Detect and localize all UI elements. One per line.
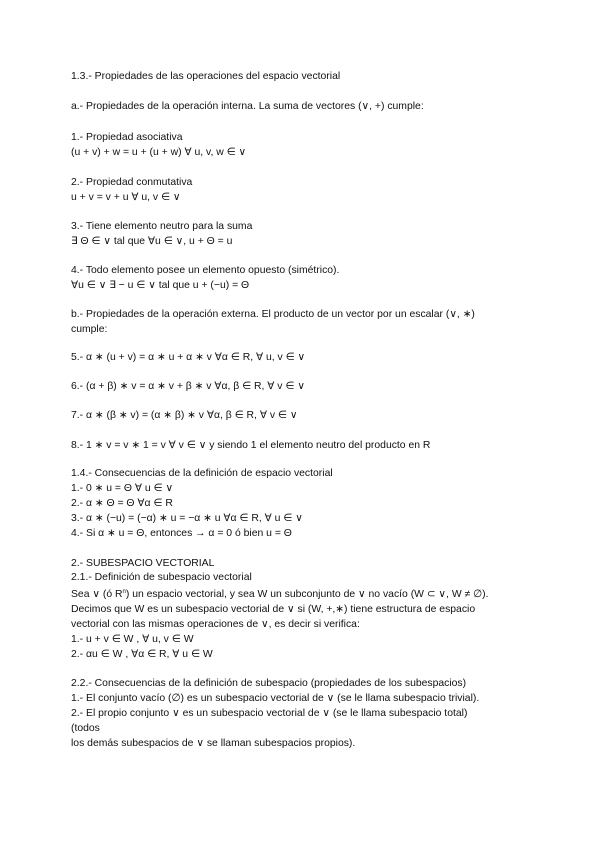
subspace-definition-title: 2.1.- Definición de subespacio vectorial	[71, 572, 252, 583]
property-7: 7.- α ∗ (β ∗ v) = (α ∗ β) ∗ v ∀α, β ∈ R, ∀ v ∈ ∨	[71, 410, 298, 421]
property-1-title: 1.- Propiedad asociativa	[71, 132, 183, 143]
subspace-definition-line-1	[71, 588, 489, 601]
property-5: 5.- α ∗ (u + v) = α ∗ u + α ∗ v ∀α ∈ R, ∀ u, v ∈ ∨	[71, 352, 306, 363]
property-6: 6.- (α + β) ∗ v = α ∗ v + β ∗ v ∀α, β ∈ R, ∀ v ∈ ∨	[71, 381, 305, 392]
property-2-formula: u + v = v + u ∀ u, v ∈ ∨	[71, 192, 181, 203]
definition-text-a: Sea ∨ (ó R	[71, 589, 123, 600]
consequence-2: 2.- α ∗ Θ = Θ ∀α ∈ R	[71, 498, 173, 509]
property-2-title: 2.- Propiedad conmutativa	[71, 177, 193, 188]
superscript-n: n	[122, 589, 126, 595]
consequence-4: 4.- Si α ∗ u = Θ, entonces → α = 0 ó bien u = Θ	[71, 528, 292, 539]
section-1-3-title: 1.3.- Propiedades de las operaciones del espacio vectorial	[71, 71, 341, 82]
subspace-definition-line-2: Decimos que W es un subespacio vectorial de ∨ si (W, +,∗) tiene estructura de espacio	[71, 604, 476, 615]
property-4-formula: ∀u ∈ ∨ ∃ − u ∈ ∨ tal que u + (−u) = Θ	[71, 280, 250, 291]
internal-operation-heading: a.- Propiedades de la operación interna. La suma de vectores (∨, +) cumple:	[71, 101, 424, 112]
section-2-title: 2.- SUBESPACIO VECTORIAL	[71, 558, 215, 569]
external-operation-heading: b.- Propiedades de la operación externa. El producto de un vector por un escalar (∨, ∗)	[71, 309, 475, 320]
property-3-formula: ∃ Θ ∈ ∨ tal que ∀u ∈ ∨, u + Θ = u	[71, 236, 233, 247]
subspace-consequence-2: 2.- El propio conjunto ∨ es un subespacio vectorial de ∨ (se le llama subespacio total)	[71, 708, 468, 719]
property-1-formula: (u + v) + w = u + (u + w) ∀ u, v, w ∈ ∨	[71, 147, 247, 158]
subspace-consequence-1: 1.- El conjunto vacío (∅) es un subespacio vectorial de ∨ (se le llama subespacio trivial).	[71, 693, 480, 704]
subspace-condition-1: 1.- u + v ∈ W , ∀ u, v ∈ W	[71, 634, 194, 645]
subspace-condition-2: 2.- αu ∈ W , ∀α ∈ R, ∀ u ∈ W	[71, 649, 213, 660]
external-operation-heading-cont: cumple:	[71, 324, 108, 335]
property-4-title: 4.- Todo elemento posee un elemento opuesto (simétrico).	[71, 265, 340, 276]
consequence-1: 1.- 0 ∗ u = Θ ∀ u ∈ ∨	[71, 483, 174, 494]
subspace-consequence-2-end: los demás subespacios de ∨ se llaman subespacios propios).	[71, 738, 356, 749]
property-8: 8.- 1 ∗ v = v ∗ 1 = v ∀ v ∈ ∨ y siendo 1 el elemento neutro del producto en R	[71, 440, 431, 451]
section-1-4-title: 1.4.- Consecuencias de la definición de espacio vectorial	[71, 468, 333, 479]
consequence-3: 3.- α ∗ (−u) = (−α) ∗ u = −α ∗ u ∀α ∈ R, ∀ u ∈ ∨	[71, 513, 303, 524]
subspace-consequences-title: 2.2.- Consecuencias de la definición de subespacio (propiedades de los subespacios)	[71, 678, 467, 689]
subspace-definition-line-3: vectorial con las mismas operaciones de ∨, es decir si verifica:	[71, 619, 360, 630]
definition-text-b: ) un espacio vectorial, y sea W un subconjunto de ∨ no vacío (W ⊂ ∨, W ≠ ∅).	[125, 589, 489, 600]
subspace-consequence-2-cont: (todos	[71, 723, 100, 734]
property-3-title: 3.- Tiene elemento neutro para la suma	[71, 221, 253, 232]
